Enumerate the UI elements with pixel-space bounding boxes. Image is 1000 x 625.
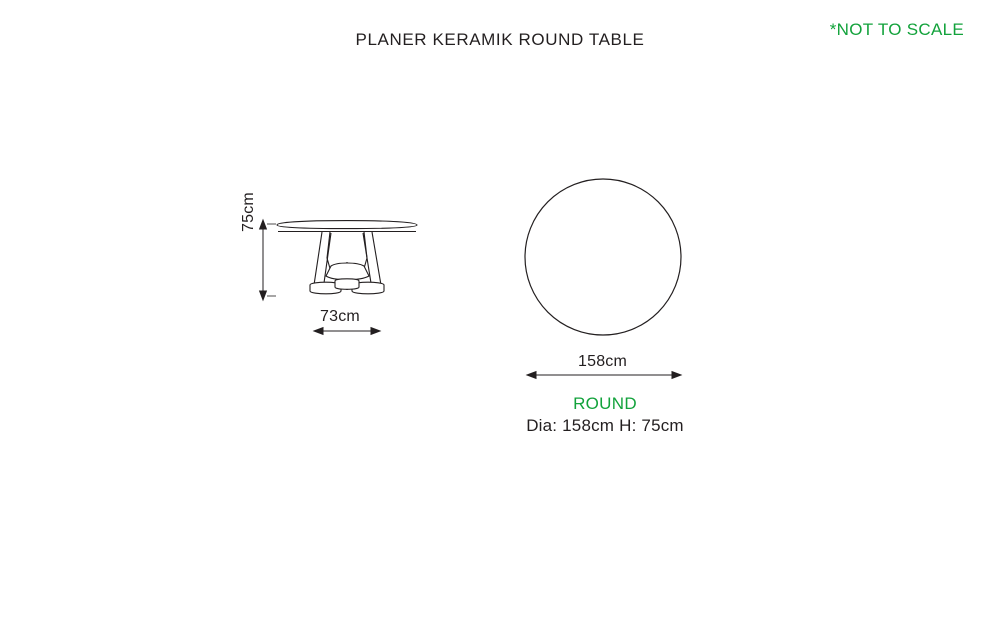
diameter-dimension-label: 158cm xyxy=(578,353,628,370)
side-elevation-drawing xyxy=(277,221,417,294)
height-dimension-label: 75cm xyxy=(240,192,257,232)
shape-spec-label: Dia: 158cm H: 75cm xyxy=(526,416,684,435)
page-title: PLANER KERAMIK ROUND TABLE xyxy=(355,30,645,49)
width-dimension xyxy=(314,328,380,335)
leg-right-outer xyxy=(372,232,381,285)
width-dimension-label: 73cm xyxy=(320,308,360,325)
foot-center xyxy=(335,279,359,290)
base-hub xyxy=(326,263,369,280)
leg-left-outer xyxy=(314,232,322,285)
round-top-outline xyxy=(525,179,681,335)
diameter-dimension xyxy=(527,372,681,379)
table-top-side xyxy=(277,221,417,229)
shape-name-label: ROUND xyxy=(573,394,637,413)
top-view-drawing xyxy=(525,179,681,335)
height-dimension xyxy=(260,220,276,300)
not-to-scale-note: *NOT TO SCALE xyxy=(829,20,964,39)
